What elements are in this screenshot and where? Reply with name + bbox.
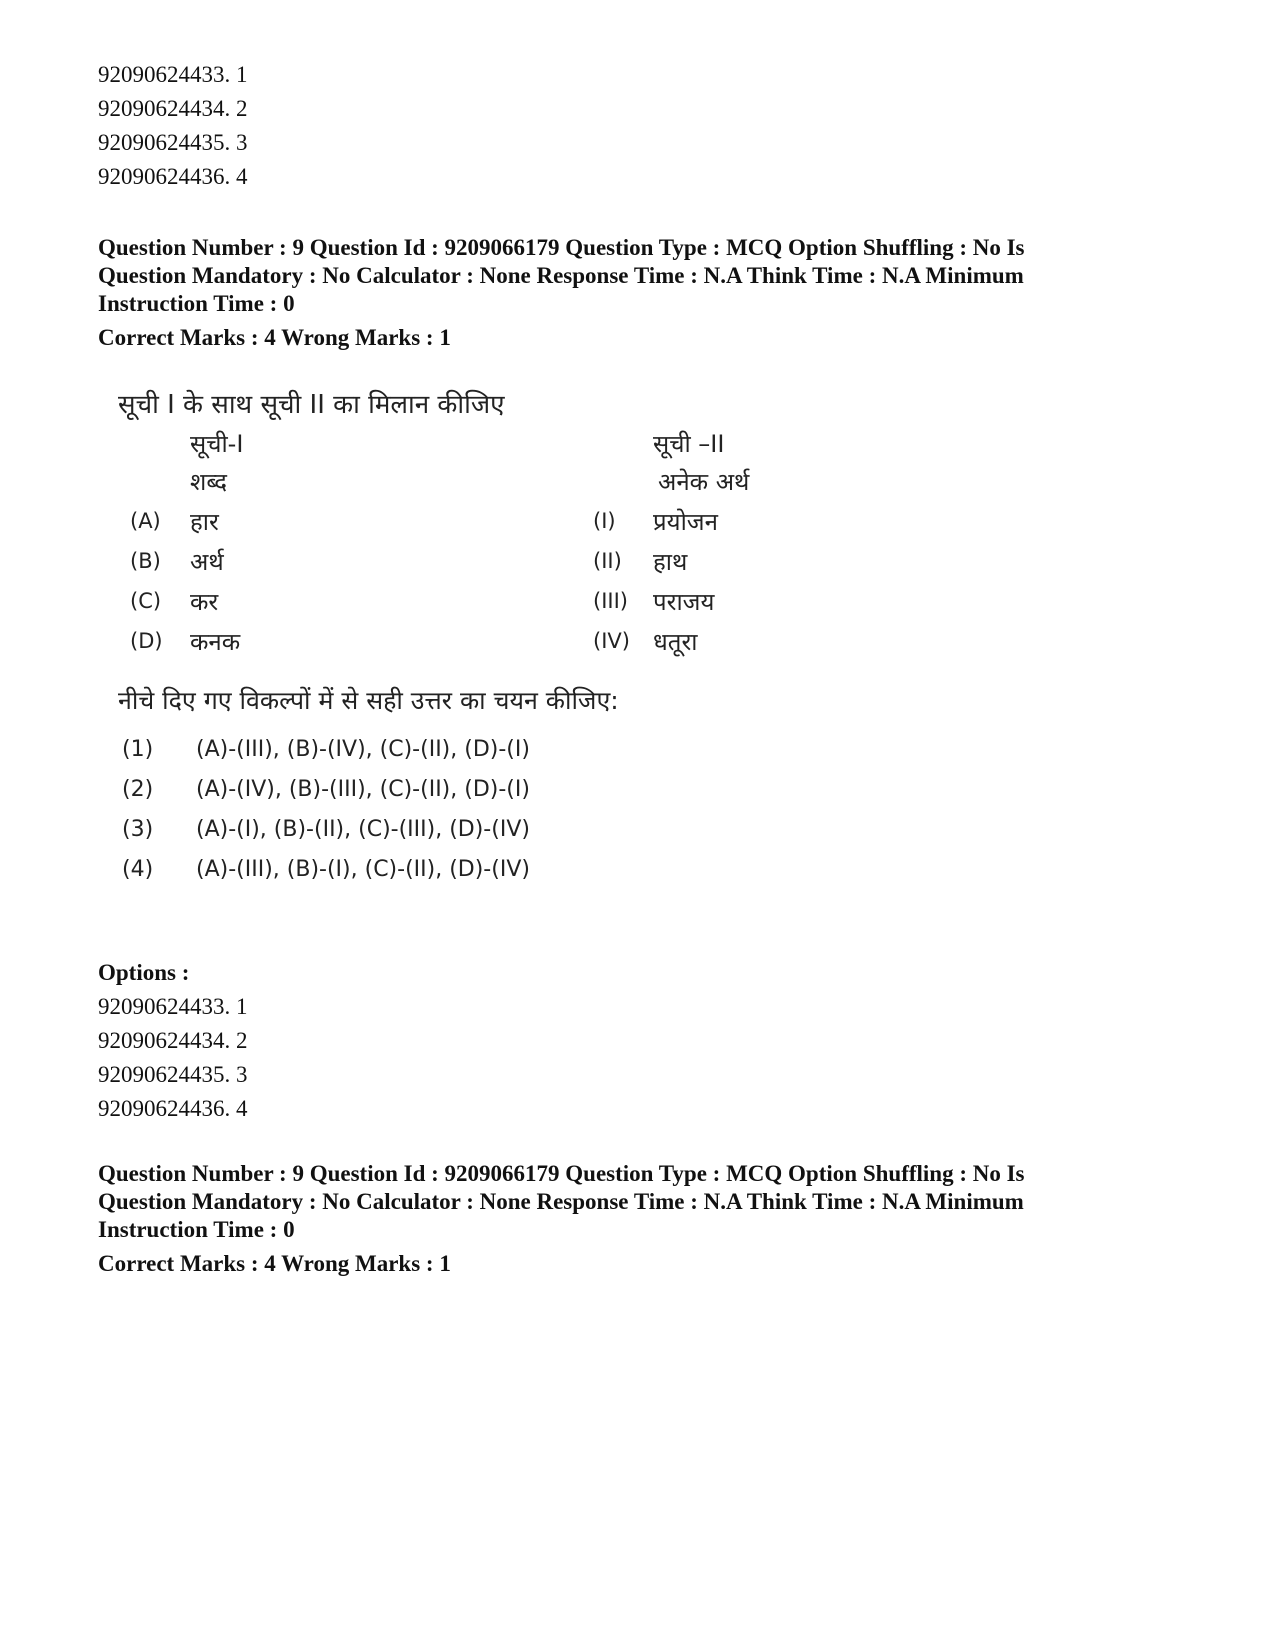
meta-line-3: Instruction Time : 0: [98, 291, 295, 316]
choose-instruction: नीचे दिए गए विकल्पों में से सही उत्तर का चयन कीजिए:: [118, 686, 619, 715]
option-line: 92090624434. 2: [98, 1028, 248, 1053]
options-block: [98, 958, 248, 1126]
right-label: (IV): [593, 629, 630, 653]
answer-number: (2): [122, 777, 154, 802]
left-label: (D): [130, 629, 163, 653]
answer-number: (1): [122, 737, 154, 762]
previous-options-list: [98, 58, 248, 194]
answer-text: (A)-(III), (B)-(IV), (C)-(II), (D)-(I): [196, 737, 530, 762]
question-body: [118, 385, 798, 930]
right-label: (III): [593, 589, 628, 613]
left-word: कर: [190, 588, 219, 616]
right-label: (II): [593, 549, 622, 573]
meta-line-1: Question Number : 9 Question Id : 9209066179 Question Type : MCQ Option Shuffling : No Is: [98, 235, 1025, 260]
match-row: [118, 505, 798, 541]
question-meta: [98, 234, 1108, 352]
option-line: 92090624435. 3: [98, 130, 248, 155]
left-label: (A): [130, 509, 161, 533]
match-row: [118, 545, 798, 581]
list1-title: सूची-I: [190, 430, 244, 458]
options-title: Options :: [98, 960, 190, 985]
right-word: हाथ: [653, 548, 688, 576]
list2-subtitle: अनेक अर्थ: [658, 468, 750, 496]
answer-text: (A)-(III), (B)-(I), (C)-(II), (D)-(IV): [196, 857, 530, 882]
left-word: हार: [190, 508, 219, 536]
left-word: कनक: [190, 628, 241, 656]
meta-line-2: Question Mandatory : No Calculator : None Response Time : N.A Think Time : N.A Minimum: [98, 1189, 1024, 1214]
meta-line-1: Question Number : 9 Question Id : 9209066179 Question Type : MCQ Option Shuffling : No Is: [98, 1161, 1025, 1186]
question-instruction: सूची I के साथ सूची II का मिलान कीजिए: [118, 390, 505, 420]
list1-subtitle: शब्द: [190, 468, 228, 496]
left-label: (C): [130, 589, 162, 613]
answer-text: (A)-(I), (B)-(II), (C)-(III), (D)-(IV): [196, 817, 530, 842]
option-line: 92090624433. 1: [98, 62, 248, 87]
next-question-meta: [98, 1160, 1108, 1278]
meta-line-3: Instruction Time : 0: [98, 1217, 295, 1242]
match-row: [118, 585, 798, 621]
option-line: 92090624434. 2: [98, 96, 248, 121]
marks-line: Correct Marks : 4 Wrong Marks : 1: [98, 325, 451, 350]
match-row: [118, 625, 798, 661]
option-line: 92090624436. 4: [98, 164, 248, 189]
option-line: 92090624435. 3: [98, 1062, 248, 1087]
right-word: प्रयोजन: [653, 508, 718, 536]
meta-line-2: Question Mandatory : No Calculator : None Response Time : N.A Think Time : N.A Minimum: [98, 263, 1024, 288]
option-line: 92090624433. 1: [98, 994, 248, 1019]
right-word: धतूरा: [653, 628, 698, 656]
left-label: (B): [130, 549, 161, 573]
left-word: अर्थ: [190, 548, 224, 576]
answer-number: (3): [122, 817, 154, 842]
answer-number: (4): [122, 857, 154, 882]
option-line: 92090624436. 4: [98, 1096, 248, 1121]
list2-title: सूची –II: [653, 430, 725, 458]
answer-text: (A)-(IV), (B)-(III), (C)-(II), (D)-(I): [196, 777, 530, 802]
marks-line: Correct Marks : 4 Wrong Marks : 1: [98, 1251, 451, 1276]
right-label: (I): [593, 509, 616, 533]
right-word: पराजय: [653, 588, 715, 616]
